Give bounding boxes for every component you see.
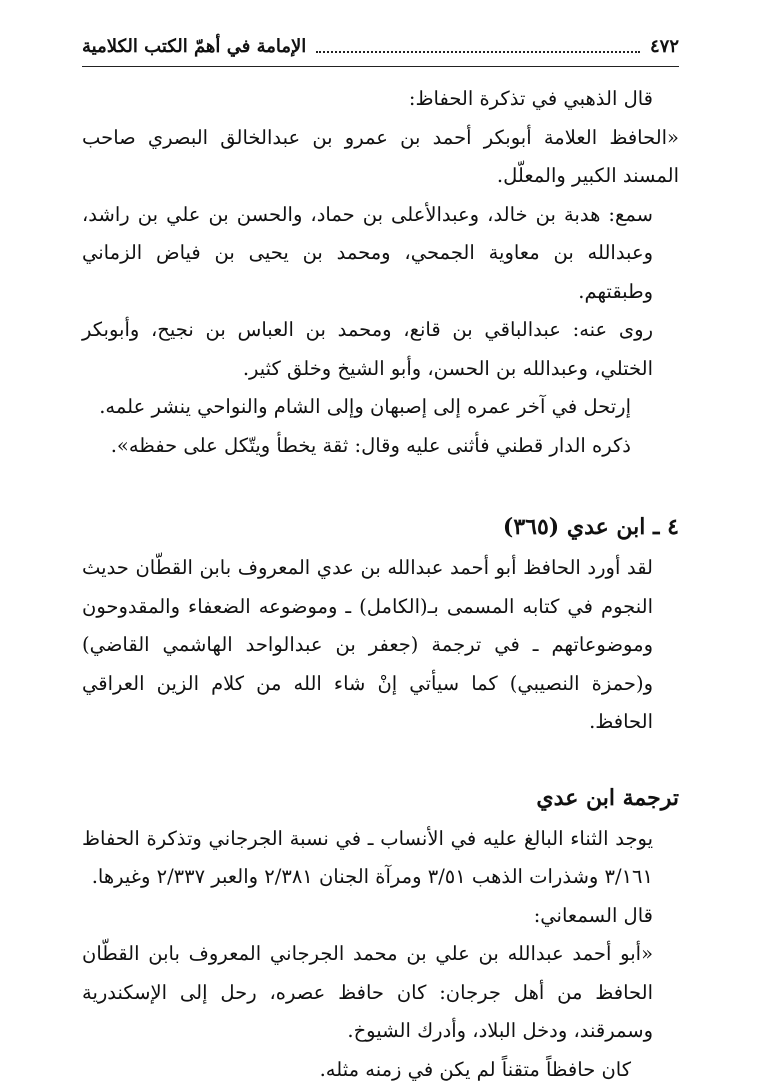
samani-quote: «أبو أحمد عبدالله بن علي بن محمد الجرجاني المعروف بابن القطّان الحافظ من أهل جرجان: كان حافظ عصره، رحل إلى الإسكندرية وسمرقند، ودخل البلاد، وأدرك الشيوخ. (82, 942, 653, 1042)
samani-quote-closing: كان حافظاً متقناً لم يكن في زمنه مثله. (319, 1057, 631, 1081)
dhahabi-daraqutni: ذكره الدار قطني فأثنى عليه وقال: ثقة يخطأ ويتّكل على حفظه». (110, 433, 631, 457)
dhahabi-travel: إرتحل في آخر عمره إلى إصبهان وإلى الشام والنواحي ينشر علمه. (99, 395, 631, 418)
running-title: الإمامة في أهمّ الكتب الكلامية (82, 35, 307, 57)
dhahabi-teachers: سمع: هدبة بن خالد، وعبدالأعلى بن حماد، والحسن بن علي بن راشد، وعبدالله بن معاوية الجمحي، ومحمد بن يحيى بن فياض الزماني وطبقتهم. (82, 202, 653, 303)
page-number: ٤٧٢ (649, 35, 679, 57)
section-gap (82, 465, 679, 505)
ibn-adi-paragraph: لقد أورد الحافظ أبو أحمد عبدالله بن عدي المعروف بابن القطّان حديث النجوم في كتابه المسمى بـ(الكامل) ـ وموضوعه الضعفاء والمقدوحون وموضوعاتهم ـ في ترجمة (جعفر بن عبدالواحد الهاشمي القاضي) و(حمزة النصيبي) كما سيأتي إنْ شاء الله من كلام الزين العراقي الحافظ. (82, 556, 653, 733)
running-header (82, 30, 679, 62)
dhahabi-students: روى عنه: عبدالباقي بن قانع، ومحمد بن العباس بن نجيح، وأبوبكر الختلي، وعبدالله بن الحسن، وأبو الشيخ وخلق كثير. (82, 318, 653, 380)
biography-sources: يوجد الثناء البالغ عليه في الأنساب ـ في نسبة الجرجاني وتذكرة الحفاظ ٣/١٦١ وشذرات الذهب ٣/٥١ ومرآة الجنان ٢/٣٨١ والعبر ٢/٣٣٧ وغيرها. (82, 826, 653, 888)
section-gap (82, 742, 679, 776)
section-heading-ibn-adi: ٤ ـ ابن عدي (٣٦٥) (502, 514, 679, 540)
header-rule (82, 66, 679, 67)
dhahabi-quote-opening: «الحافظ العلامة أبوبكر أحمد بن عمرو بن عبدالخالق البصري صاحب المسند الكبير والمعلّل. (82, 125, 679, 187)
dhahabi-intro-line: قال الذهبي في تذكرة الحفاظ: (408, 87, 653, 110)
header-dot-leader (316, 39, 640, 53)
section-heading-biography: ترجمة ابن عدي (536, 784, 679, 811)
page-body (82, 80, 679, 1089)
samani-intro-line: قال السمعاني: (533, 903, 653, 927)
